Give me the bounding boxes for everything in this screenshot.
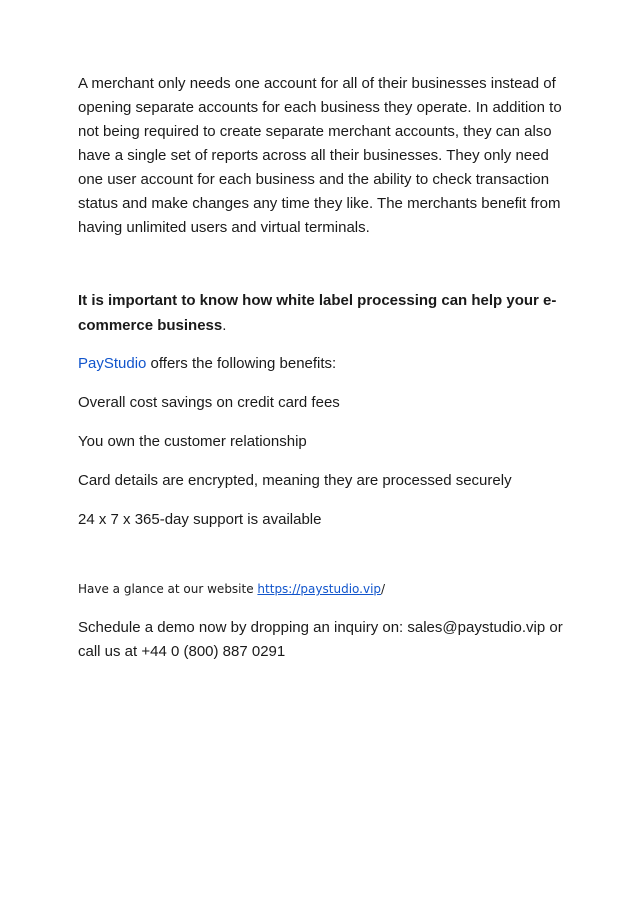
schedule-paragraph: Schedule a demo now by dropping an inquiry on: sales@paystudio.vip or call us at +44 0 (800) 887 0291 bbox=[78, 619, 563, 660]
website-line-suffix: / bbox=[381, 582, 386, 596]
benefits-intro-text: offers the following benefits: bbox=[150, 355, 337, 372]
paystudio-link[interactable]: PayStudio bbox=[78, 355, 151, 372]
benefit-item: Card details are encrypted, meaning they are processed securely bbox=[78, 472, 512, 489]
benefits-intro bbox=[78, 352, 568, 376]
website-line bbox=[78, 579, 568, 599]
benefit-item: You own the customer relationship bbox=[78, 433, 307, 450]
website-link[interactable]: https://paystudio.vip bbox=[257, 582, 382, 596]
website-line-prefix: Have a glance at our website bbox=[78, 582, 258, 596]
document-page bbox=[78, 72, 568, 664]
section-heading-bold: It is important to know how white label processing can help your e-commerce business bbox=[78, 292, 557, 334]
section-heading-period: . bbox=[222, 317, 227, 334]
benefit-item: 24 x 7 x 365-day support is available bbox=[78, 511, 322, 528]
section-heading bbox=[78, 288, 568, 338]
intro-paragraph: A merchant only needs one account for all of their businesses instead of opening separate accounts for each business they operate. In addition to not being required to create separate merchant accounts, they can also have a single set of reports across all their businesses. They only need one user account for each business and the ability to check transaction status and make changes any time they like. The merchants benefit from having unlimited users and virtual terminals. bbox=[78, 75, 562, 236]
benefit-item: Overall cost savings on credit card fees bbox=[78, 394, 340, 411]
